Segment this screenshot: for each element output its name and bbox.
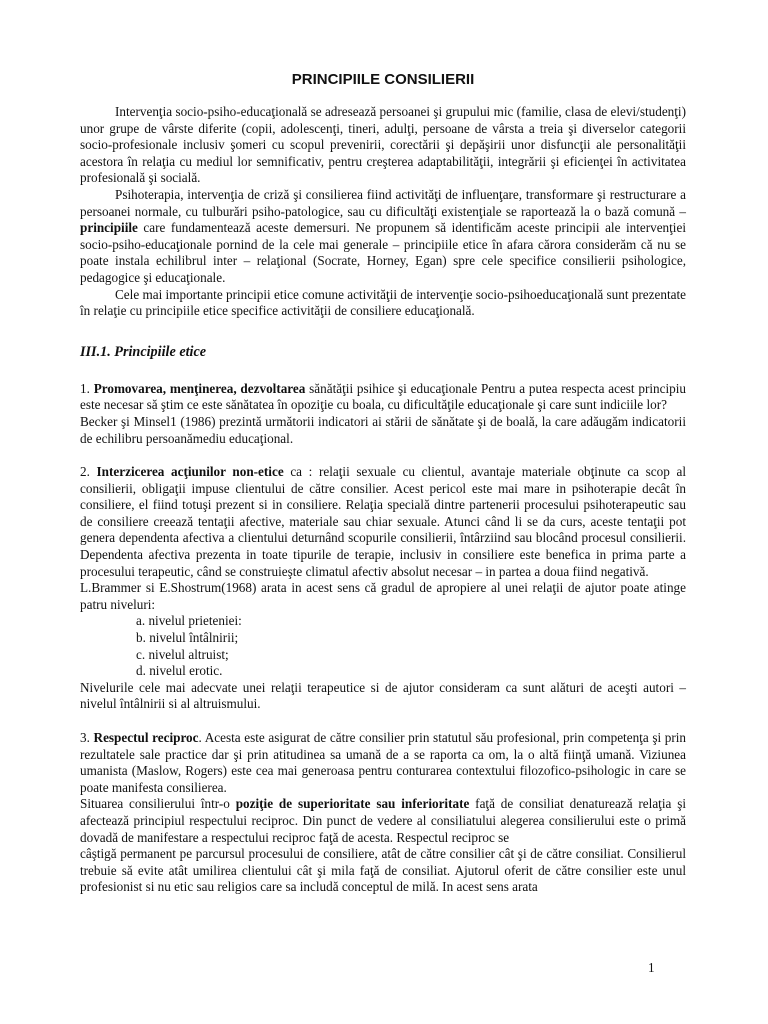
intro-paragraph-2 bbox=[80, 187, 686, 287]
superiority-bold: poziţie de superioritate sau inferioritate bbox=[235, 796, 470, 812]
principle-3-number: 3. bbox=[80, 730, 94, 745]
principle-1-paragraph-2: Becker şi Minsel1 (1986) prezintă următorii indicatori ai stării de sănătate şi de boală, la care adăugăm indicatorii de echilibru persoanămediu educaţional. bbox=[80, 413, 686, 446]
principle-1-number: 1. bbox=[80, 380, 94, 396]
principle-2-title: Interzicerea acţiunilor non-etice bbox=[96, 464, 284, 480]
principle-2-number: 2. bbox=[80, 464, 97, 480]
intro-paragraph-1: Intervenţia socio-psiho-educaţională se adresează persoanei şi grupului mic (familie, clasa de elevi/studenţi) unor grupe de vârste diferite (copii, adolescenţi, tineri, adulţi, persoane de vârsta a treia şi diverselor categorii socio-profesionale inclusiv şomeri cu scopul prevenirii, corectării şi depăşirii unor disfuncţii ale personalităţii acestora în relaţia cu mediul lor semnificativ, pentru creşterea adaptabilităţii, integrării şi eficienţei în activitatea profesională şi socială. bbox=[80, 104, 686, 186]
principle-1-text: sănătăţii psihice şi educaţionale Pentru a putea respecta acest principiu este necesar să ştim ce este sănătatea în opoziţie cu boala, cu dificultăţile educaţionale şi care sunt indiciile lor? bbox=[80, 380, 686, 413]
list-item: d. nivelul erotic. bbox=[136, 663, 223, 679]
principle-2-text: ca : relaţii sexuale cu clientul, avantaje materiale obţinute ca scop al consilierii, obligaţii impuse clientului de către consilier. Acest pericol este mai mare in psihoterapie decât în consiliere, el fiind totuşi prezent si in consiliere. Relaţia specială dintre partenerii procesului psihoterapeutic sau de consiliere creează tentaţii afective, materiale sau chiar sexuale. Atunci când li se da curs, aceste tentaţii pot genera dependenta afectiva a clientului deturnând scopurile consilierii, întârziind sau blocând procesul consilierii. Dependenta afectiva prezenta in toate tipurile de terapie, inclusiv in consiliere este benefica in prima parte a procesului terapeutic, când se construieşte climatul afectiv absolut necesar – in partea a doua fiind negativă. bbox=[80, 464, 687, 579]
principle-3-paragraph-3: câştigă permanent pe parcursul procesului de consiliere, atât de către consilier cât şi de către consiliat. Consilierul trebuie să evite atât umilirea clientului cât şi mila faţă de consiliat. Ajutorul oferit de către consilier este unul profesionist si nu etic sau religios care sa includă conceptul de milă. In acest sens arata bbox=[80, 846, 686, 895]
principle-1-paragraph bbox=[80, 381, 686, 414]
principle-3-title: Respectul reciproc bbox=[93, 730, 199, 745]
principle-1-title: Promovarea, menţinerea, dezvoltarea bbox=[93, 380, 306, 396]
levels-list bbox=[80, 613, 686, 679]
page-number: 1 bbox=[648, 960, 655, 975]
principle-2-section bbox=[80, 464, 686, 713]
principle-1-section bbox=[80, 381, 686, 447]
principle-3-paragraph-2-rest: faţă de consiliat denaturează relaţia şi afectează principiul respectului reciproc. Din punct de vedere al consiliatului alegerea consilierului este o primă dovadă de manifestare a respectului reciproc faţă de acesta. Respectul reciproc se bbox=[80, 796, 686, 845]
page-title: PRINCIPIILE CONSILIERII bbox=[291, 71, 475, 88]
principle-3-paragraph-2-text: Situarea consilierului într-o bbox=[80, 796, 236, 812]
principle-2-paragraph-2: L.Brammer si E.Shostrum(1968) arata in acest sens că gradul de apropiere al unei relaţii de ajutor poate atinge patru niveluri: bbox=[80, 580, 686, 612]
intro-paragraph-2-text: Psihoterapia, intervenţia de criză şi consilierea fiind activităţi de influenţare, transformare şi restructurare a persoanei normale, cu tulburări psiho-patologice, sau cu dificultăţi existenţiale se raportează la o bază comună – bbox=[80, 186, 686, 219]
principle-3-text: . Acesta este asigurat de către consilier prin statutul său profesional, prin competenţa şi prin rezultatele sale practice dar şi prin atitudinea sa umană de a se raporta ca om, la o altă fiinţă umană. Viziunea umanista (Maslow, Rogers) este cea mai generoasa pentru conturarea contextului filozofico-psihologic in care se poate manifesta consilierea. bbox=[80, 730, 686, 795]
intro-paragraph-3: Cele mai importante principii etice comune activităţii de intervenţie socio-psihoeducaţională sunt prezentate în relaţie cu principiile etice specifice activităţii de consiliere educaţională. bbox=[80, 286, 686, 319]
section-heading: III.1. Principiile etice bbox=[80, 343, 207, 360]
intro-section bbox=[80, 104, 686, 320]
principle-2-paragraph-3: Nivelurile cele mai adecvate unei relaţii terapeutice si de ajutor consideram ca sunt alături de aceşti autori – nivelul întâlnirii si al altruismului. bbox=[80, 679, 686, 712]
principle-3-paragraph-2 bbox=[80, 796, 686, 846]
intro-paragraph-2-rest: care fundamentează aceste demersuri. Ne propunem să identificăm aceste principii ale intervenţiei socio-psiho-educaţionale pornind de la cele mai generale – principiile etice în afara cărora considerăm că nu se poate instala echilibrul inter – relaţional (Socrate, Horney, Egan) spre cele specifice consilierii psihologice, pedagogice şi educaţionale. bbox=[80, 220, 686, 285]
principle-3-section bbox=[80, 730, 686, 896]
list-item: a. nivelul prieteniei: bbox=[136, 613, 242, 629]
list-item: b. nivelul întâlnirii; bbox=[136, 630, 239, 646]
principle-2-paragraph bbox=[80, 464, 686, 580]
principle-3-paragraph bbox=[80, 730, 686, 796]
list-item: c. nivelul altruist; bbox=[136, 646, 229, 662]
principiile-bold: principiile bbox=[80, 220, 138, 236]
